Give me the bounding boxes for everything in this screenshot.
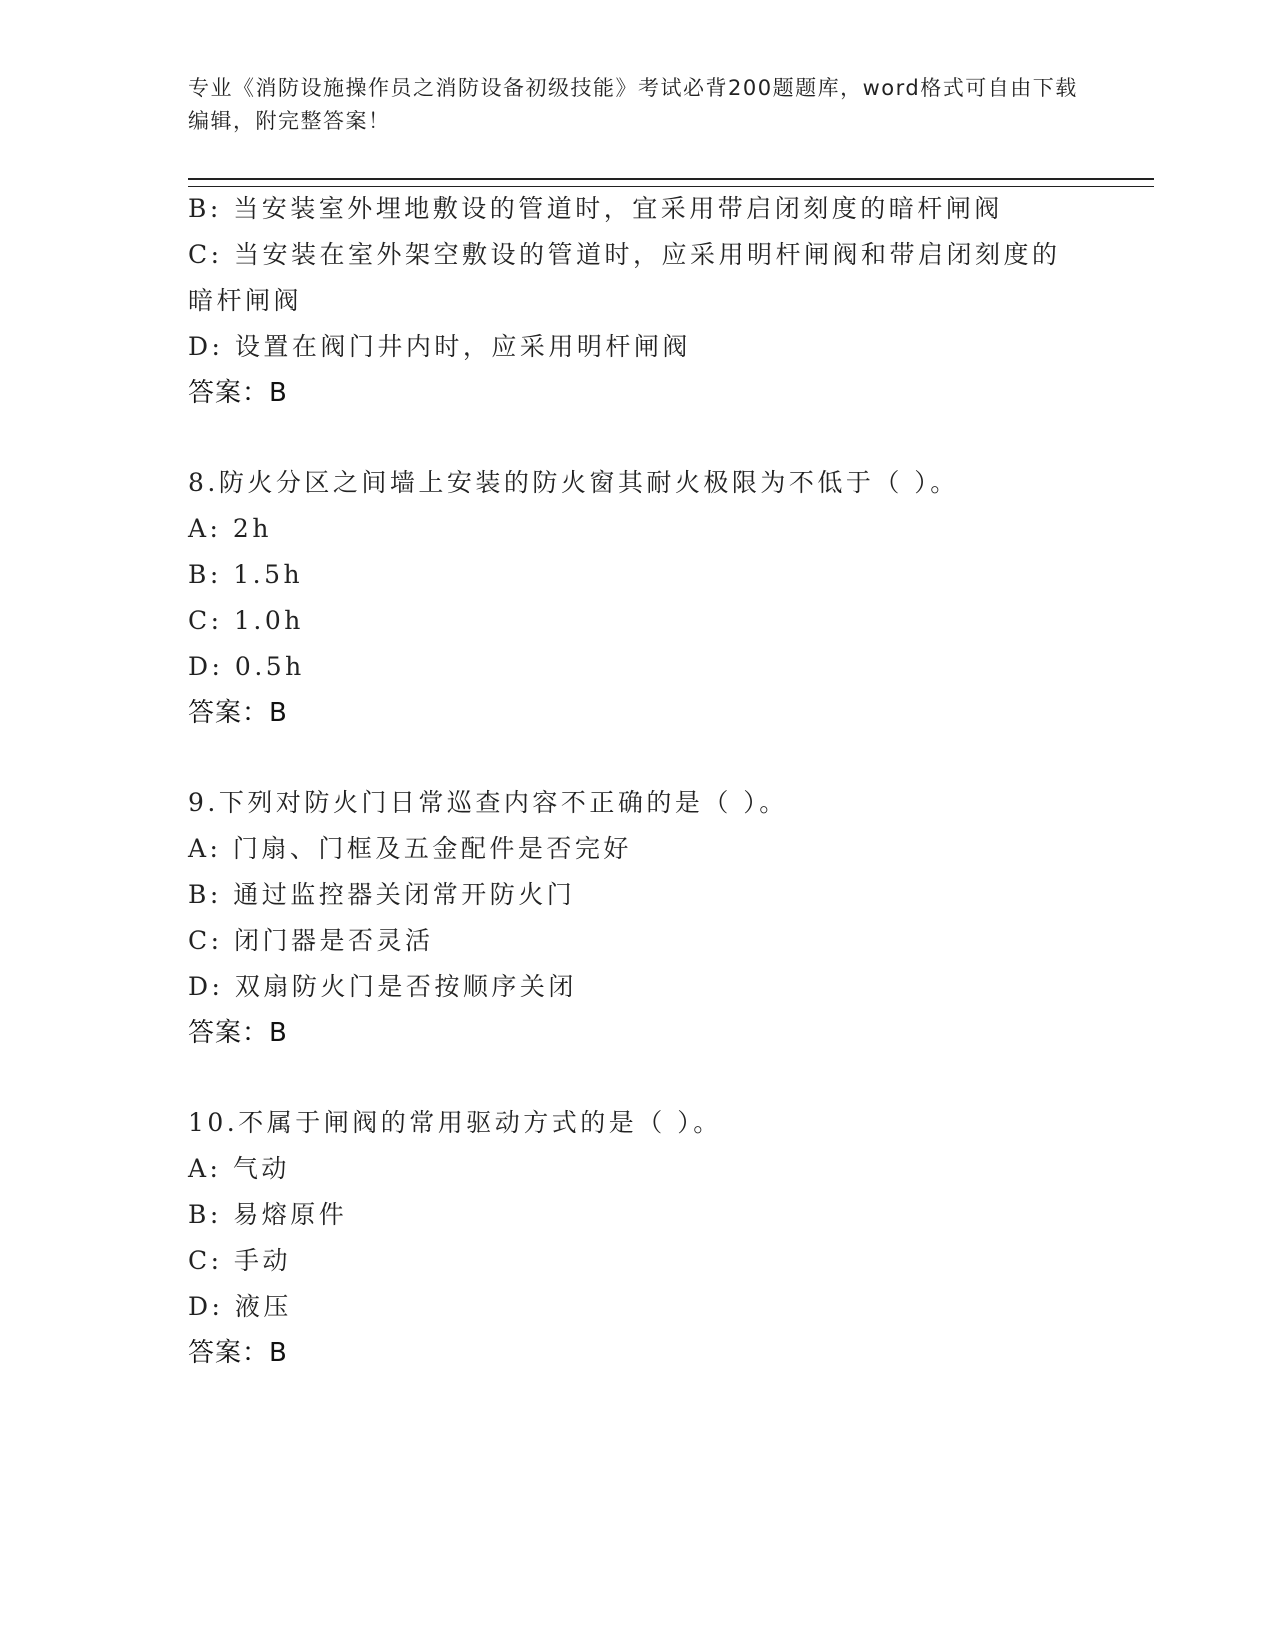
- option-a: A: 门扇、门框及五金配件是否完好: [188, 834, 632, 863]
- question-10: [188, 1100, 1088, 1376]
- header-text: 专业《消防设施操作员之消防设备初级技能》考试必背200题题库，word格式可自由下载编辑，附完整答案！: [188, 76, 1078, 133]
- answer: 答案：B: [188, 1018, 288, 1048]
- document-header: [188, 72, 1088, 138]
- option-c: C: 1.0h: [188, 606, 304, 635]
- option-a: A: 气动: [188, 1154, 290, 1183]
- option-b: B: 1.5h: [188, 560, 304, 589]
- option-a: A: 2h: [188, 514, 272, 543]
- option-b: B: 通过监控器关闭常开防火门: [188, 880, 576, 909]
- option-d: D: 设置在阀门井内时，应采用明杆闸阀: [188, 332, 691, 361]
- option-d: D: 双扇防火门是否按顺序关闭: [188, 972, 577, 1001]
- question-text: 8.防火分区之间墙上安装的防火窗其耐火极限为不低于（ ）。: [188, 468, 959, 497]
- answer: 答案：B: [188, 378, 288, 408]
- option-c: C: 当安装在室外架空敷设的管道时，应采用明杆闸阀和带启闭刻度的暗杆闸阀: [188, 240, 1061, 315]
- option-c: C: 闭门器是否灵活: [188, 926, 434, 955]
- option-c: C: 手动: [188, 1246, 291, 1275]
- question-text: 10.不属于闸阀的常用驱动方式的是（ ）。: [188, 1108, 722, 1137]
- question-9: [188, 780, 1088, 1056]
- option-b: B: 易熔原件: [188, 1200, 348, 1229]
- answer: 答案：B: [188, 698, 288, 728]
- question-list: [188, 186, 1088, 1376]
- question-8: [188, 460, 1088, 736]
- question-7: [188, 186, 1088, 416]
- question-text: 9.下列对防火门日常巡查内容不正确的是（ ）。: [188, 788, 788, 817]
- option-d: D: 液压: [188, 1292, 292, 1321]
- answer: 答案：B: [188, 1338, 288, 1368]
- option-d: D: 0.5h: [188, 652, 305, 681]
- option-b: B: 当安装室外埋地敷设的管道时，宜采用带启闭刻度的暗杆闸阀: [188, 194, 1003, 223]
